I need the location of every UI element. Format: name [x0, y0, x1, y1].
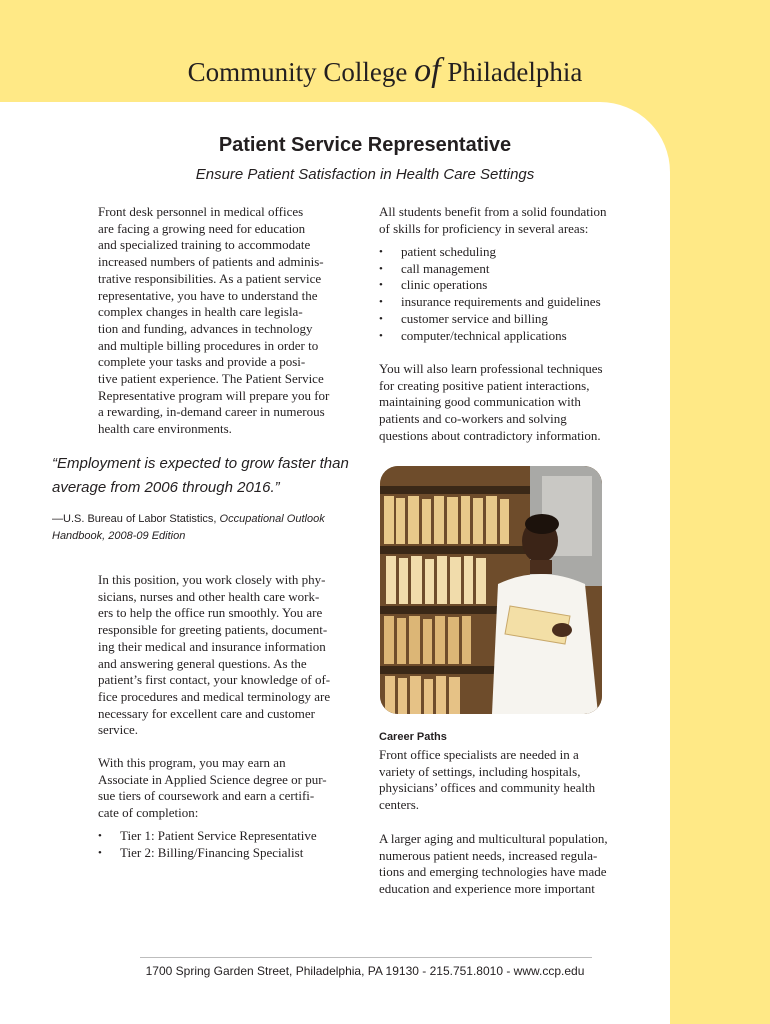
attribution-source: —U.S. Bureau of Labor Statistics,	[52, 513, 220, 525]
text-line: and answering general questions. As the	[98, 655, 307, 671]
text-line: With this program, you may earn an	[98, 755, 286, 770]
text-line: centers.	[379, 797, 420, 813]
text-line: A larger aging and multicultural population,	[379, 831, 608, 846]
text-line: necessary for excellent care and customer	[98, 705, 315, 721]
text-line: patient’s first contact, your knowledge of of-	[98, 672, 331, 688]
career-paths-heading: Career Paths	[379, 731, 447, 743]
text-line: In this position, you work closely with phy-	[98, 572, 326, 587]
footer-divider	[140, 957, 592, 958]
text-line: education and experience more important	[379, 881, 595, 897]
page-title: Patient Service Representative	[218, 134, 512, 156]
list-item: • call management	[379, 261, 627, 278]
text-line: questions about contradictory information.	[379, 427, 601, 443]
list-item: • Tier 1: Patient Service Representative	[98, 828, 358, 845]
logo-text-1: Community College	[187, 57, 415, 87]
text-line: of skills for proficiency in several areas:	[379, 220, 589, 236]
text-line: service.	[98, 722, 139, 738]
quote-attribution	[52, 511, 362, 545]
career-paragraph-1	[379, 747, 627, 814]
text-line: health care environments.	[98, 421, 232, 437]
text-line: and specialized training to accommodate	[98, 237, 311, 253]
program-paragraph	[98, 755, 350, 822]
text-line: Representative program will prepare you for	[98, 387, 330, 403]
text-line: responsible for greeting patients, document-	[98, 622, 328, 638]
college-logo	[0, 52, 770, 90]
text-line: All students benefit from a solid foundation	[379, 204, 607, 219]
text-line: tions and emerging technologies have made	[379, 864, 607, 880]
text-line: sue tiers of coursework and earn a certifi-	[98, 788, 315, 804]
logo-text-2: Philadelphia	[440, 57, 583, 87]
text-line: tive patient experience. The Patient Service	[98, 371, 324, 387]
photo-file-room	[380, 466, 602, 714]
text-line: tion and funding, advances in technology	[98, 320, 313, 336]
text-line: and multiple billing procedures in order to	[98, 337, 319, 353]
text-line: fice procedures and medical terminology are	[98, 688, 331, 704]
position-paragraph	[98, 572, 350, 739]
text-line: sicians, nurses and other health care work-	[98, 588, 320, 604]
intro-paragraph	[98, 204, 350, 438]
text-line: trative responsibilities. As a patient service	[98, 270, 322, 286]
attribution-edition: Handbook, 2008-09 Edition	[52, 530, 186, 542]
text-line: representative, you have to understand the	[98, 287, 318, 303]
techniques-paragraph	[379, 361, 627, 445]
list-item: • customer service and billing	[379, 311, 627, 328]
list-item: • patient scheduling	[379, 244, 627, 261]
text-line: cate of completion:	[98, 805, 199, 821]
quote-line: “Employment is expected to grow faster than	[52, 455, 349, 472]
footer-contact: 1700 Spring Garden Street, Philadelphia, PA 19130 - 215.751.8010 - www.ccp.edu	[145, 964, 585, 978]
quote-line: average from 2006 through 2016.”	[52, 479, 280, 496]
tiers-list	[98, 828, 358, 861]
list-item: • Tier 2: Billing/Financing Specialist	[98, 845, 358, 862]
text-line: are facing a growing need for education	[98, 220, 306, 236]
text-line: physicians’ offices and community health	[379, 780, 596, 796]
text-line: numerous patient needs, increased regula-	[379, 847, 598, 863]
text-line: complex changes in health care legisla-	[98, 304, 303, 320]
text-line: Front desk personnel in medical offices	[98, 204, 304, 219]
text-line: Associate in Applied Science degree or pur-	[98, 771, 327, 787]
text-line: increased numbers of patients and adminis-	[98, 254, 324, 270]
page-subtitle: Ensure Patient Satisfaction in Health Care Settings	[195, 166, 535, 183]
text-line: maintaining good communication with	[379, 394, 581, 410]
text-line: a rewarding, in-demand career in numerous	[98, 404, 325, 420]
pull-quote	[52, 452, 362, 500]
text-line: ing their medical and insurance information	[98, 638, 326, 654]
career-paragraph-2	[379, 831, 627, 898]
text-line: patients and co-workers and solving	[379, 411, 567, 427]
photo-icon	[380, 466, 602, 714]
text-line: ers to help the office run smoothly. You are	[98, 605, 323, 621]
skills-intro	[379, 204, 627, 237]
attribution-title: Occupational Outlook	[219, 513, 325, 525]
logo-text-of: of	[414, 52, 441, 89]
text-line: variety of settings, including hospitals,	[379, 763, 581, 779]
text-line: complete your tasks and provide a posi-	[98, 354, 306, 370]
list-item: • clinic operations	[379, 277, 627, 294]
skills-list	[379, 244, 627, 344]
text-line: for creating positive patient interactions,	[379, 377, 590, 393]
text-line: Front office specialists are needed in a	[379, 747, 579, 762]
list-item: • insurance requirements and guidelines	[379, 294, 627, 311]
text-line: You will also learn professional techniques	[379, 361, 603, 376]
list-item: • computer/technical applications	[379, 328, 627, 345]
